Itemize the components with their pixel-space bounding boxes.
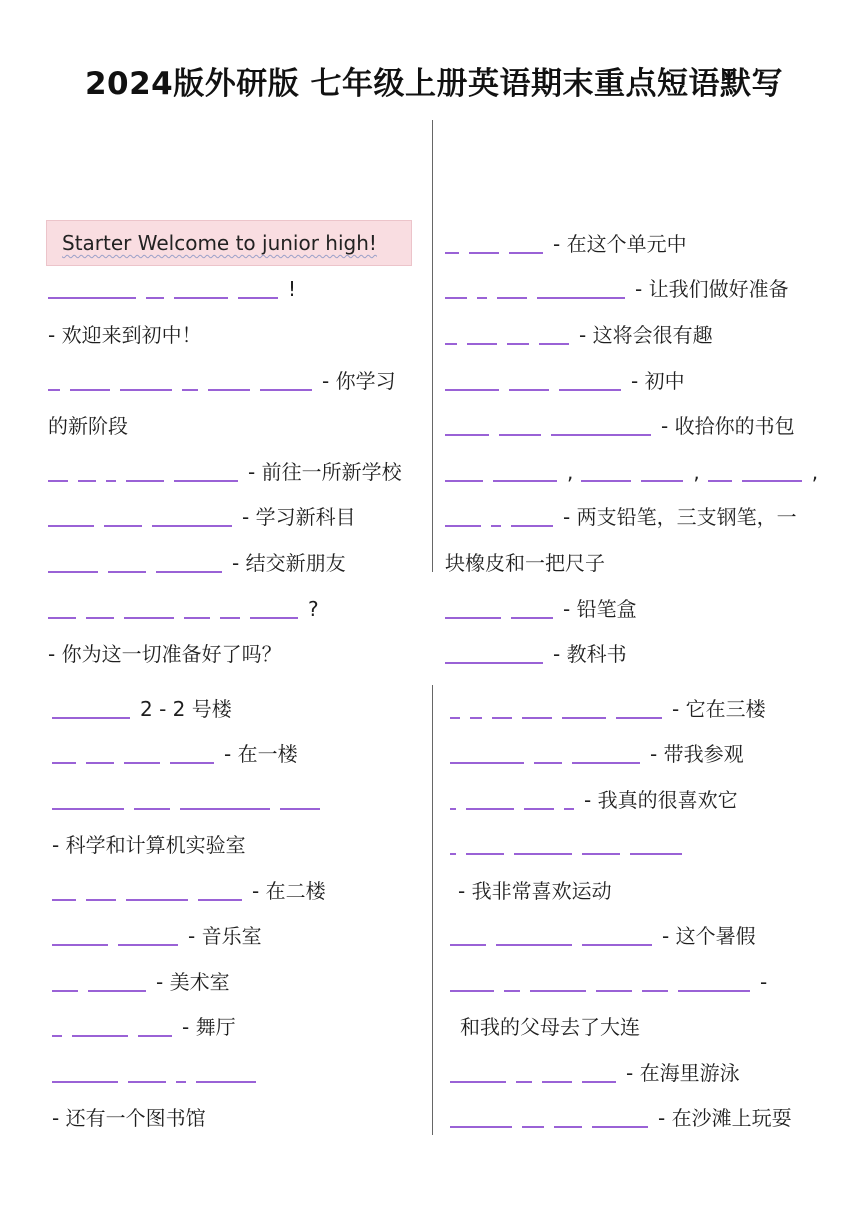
answer-blank[interactable] xyxy=(504,990,520,992)
answer-blank[interactable] xyxy=(564,808,574,810)
answer-blank[interactable] xyxy=(52,762,76,764)
answer-blank[interactable] xyxy=(176,1081,186,1083)
answer-blank[interactable] xyxy=(530,990,586,992)
answer-blank[interactable] xyxy=(582,1081,616,1083)
phrase-item xyxy=(458,874,612,904)
answer-blank[interactable] xyxy=(174,480,238,482)
answer-blank[interactable] xyxy=(450,944,486,946)
answer-blank[interactable] xyxy=(48,617,76,619)
answer-blank[interactable] xyxy=(450,853,456,855)
column-divider-bottom xyxy=(432,685,433,1135)
phrase-meaning: - 科学和计算机实验室 xyxy=(52,833,246,857)
answer-blank[interactable] xyxy=(198,899,242,901)
phrase-meaning: - 在这个单元中 xyxy=(553,232,687,256)
answer-blank[interactable] xyxy=(641,480,683,482)
answer-blank[interactable] xyxy=(450,1081,506,1083)
phrase-meaning: - 学习新科目 xyxy=(242,505,356,529)
answer-blank[interactable] xyxy=(466,808,514,810)
answer-blank[interactable] xyxy=(678,990,750,992)
answer-blank[interactable] xyxy=(48,389,60,391)
answer-blank[interactable] xyxy=(469,252,499,254)
phrase-item xyxy=(450,965,767,995)
answer-blank[interactable] xyxy=(562,717,606,719)
phrase-item xyxy=(48,455,402,485)
phrase-meaning: 2 - 2 号楼 xyxy=(140,697,232,721)
answer-blank[interactable] xyxy=(559,389,621,391)
phrase-meaning: - 结交新朋友 xyxy=(232,551,346,575)
phrase-meaning: - 音乐室 xyxy=(188,924,262,948)
answer-blank[interactable] xyxy=(511,525,553,527)
answer-blank[interactable] xyxy=(52,899,76,901)
answer-blank[interactable] xyxy=(445,343,457,345)
answer-blank[interactable] xyxy=(554,1126,582,1128)
answer-blank[interactable] xyxy=(507,343,529,345)
phrase-item xyxy=(445,409,795,439)
phrase-item xyxy=(445,546,605,576)
answer-blank[interactable] xyxy=(104,525,142,527)
phrase-text: ! xyxy=(288,277,297,301)
section-heading: Starter Welcome to junior high! xyxy=(62,231,377,255)
phrase-meaning: - 让我们做好准备 xyxy=(635,277,789,301)
phrase-meaning: - 还有一个图书馆 xyxy=(52,1106,206,1130)
answer-blank[interactable] xyxy=(238,297,278,299)
answer-blank[interactable] xyxy=(120,389,172,391)
phrase-meaning: - 初中 xyxy=(631,369,685,393)
answer-blank[interactable] xyxy=(170,762,214,764)
phrase-item xyxy=(445,455,818,485)
answer-blank[interactable] xyxy=(52,990,78,992)
answer-blank[interactable] xyxy=(182,389,198,391)
answer-blank[interactable] xyxy=(260,389,312,391)
answer-blank[interactable] xyxy=(152,525,232,527)
answer-blank[interactable] xyxy=(52,717,130,719)
answer-blank[interactable] xyxy=(72,1035,128,1037)
answer-blank[interactable] xyxy=(70,389,110,391)
answer-blank[interactable] xyxy=(509,252,543,254)
answer-blank[interactable] xyxy=(52,1035,62,1037)
answer-blank[interactable] xyxy=(450,808,456,810)
answer-blank[interactable] xyxy=(48,480,68,482)
answer-blank[interactable] xyxy=(477,297,487,299)
answer-blank[interactable] xyxy=(516,1081,532,1083)
answer-blank[interactable] xyxy=(582,853,620,855)
phrase-item xyxy=(48,409,128,439)
answer-blank[interactable] xyxy=(491,525,501,527)
answer-blank[interactable] xyxy=(445,662,543,664)
phrase-item xyxy=(445,318,713,348)
phrase-item xyxy=(445,272,789,302)
column-divider-top xyxy=(432,120,433,572)
answer-blank[interactable] xyxy=(497,297,527,299)
phrase-item xyxy=(52,1010,236,1040)
answer-blank[interactable] xyxy=(534,762,562,764)
phrase-text: , xyxy=(811,460,819,484)
answer-blank[interactable] xyxy=(450,1126,512,1128)
answer-blank[interactable] xyxy=(522,1126,544,1128)
phrase-item xyxy=(445,500,797,530)
answer-blank[interactable] xyxy=(511,617,553,619)
answer-blank[interactable] xyxy=(52,808,124,810)
phrase-item xyxy=(48,546,346,576)
phrase-meaning: - 我真的很喜欢它 xyxy=(584,788,738,812)
phrase-meaning: - 在二楼 xyxy=(252,879,326,903)
phrase-meaning: - 收拾你的书包 xyxy=(661,414,795,438)
answer-blank[interactable] xyxy=(470,717,482,719)
phrase-item xyxy=(48,272,296,302)
phrase-meaning: - 带我参观 xyxy=(650,742,744,766)
phrase-item xyxy=(48,592,319,622)
answer-blank[interactable] xyxy=(180,808,270,810)
answer-blank[interactable] xyxy=(280,808,320,810)
answer-blank[interactable] xyxy=(542,1081,572,1083)
phrase-meaning: - 它在三楼 xyxy=(672,697,766,721)
answer-blank[interactable] xyxy=(108,571,146,573)
answer-blank[interactable] xyxy=(445,434,489,436)
phrase-item xyxy=(52,965,230,995)
answer-blank[interactable] xyxy=(493,480,557,482)
phrase-item xyxy=(48,637,282,667)
answer-blank[interactable] xyxy=(52,1081,118,1083)
phrase-meaning: - 前往一所新学校 xyxy=(248,460,402,484)
answer-blank[interactable] xyxy=(86,762,114,764)
answer-blank[interactable] xyxy=(499,434,541,436)
answer-blank[interactable] xyxy=(124,762,160,764)
answer-blank[interactable] xyxy=(208,389,250,391)
answer-blank[interactable] xyxy=(48,525,94,527)
answer-blank[interactable] xyxy=(537,297,625,299)
answer-blank[interactable] xyxy=(184,617,210,619)
phrase-item xyxy=(48,318,202,348)
answer-blank[interactable] xyxy=(86,617,114,619)
phrase-meaning: - 在一楼 xyxy=(224,742,298,766)
answer-blank[interactable] xyxy=(196,1081,256,1083)
phrase-meaning: - xyxy=(760,970,768,994)
phrase-meaning: - 你学习 xyxy=(322,369,396,393)
phrase-item xyxy=(460,1010,640,1040)
phrase-item xyxy=(52,1056,260,1086)
answer-blank[interactable] xyxy=(138,1035,172,1037)
answer-blank[interactable] xyxy=(445,297,467,299)
phrase-meaning: 和我的父母去了大连 xyxy=(460,1015,640,1039)
answer-blank[interactable] xyxy=(466,853,504,855)
phrase-meaning: - 教科书 xyxy=(553,642,627,666)
phrase-meaning: - 这将会很有趣 xyxy=(579,323,713,347)
answer-blank[interactable] xyxy=(128,1081,166,1083)
phrase-item xyxy=(450,692,766,722)
phrase-meaning: - 我非常喜欢运动 xyxy=(458,879,612,903)
phrase-item xyxy=(450,783,738,813)
answer-blank[interactable] xyxy=(551,434,651,436)
phrase-meaning: - 这个暑假 xyxy=(662,924,756,948)
answer-blank[interactable] xyxy=(78,480,96,482)
phrase-item xyxy=(450,919,756,949)
answer-blank[interactable] xyxy=(124,617,174,619)
answer-blank[interactable] xyxy=(514,853,572,855)
answer-blank[interactable] xyxy=(572,762,640,764)
answer-blank[interactable] xyxy=(445,252,459,254)
answer-blank[interactable] xyxy=(492,717,512,719)
answer-blank[interactable] xyxy=(742,480,802,482)
phrase-item xyxy=(48,364,396,394)
answer-blank[interactable] xyxy=(126,480,164,482)
answer-blank[interactable] xyxy=(250,617,298,619)
answer-blank[interactable] xyxy=(642,990,668,992)
answer-blank[interactable] xyxy=(581,480,631,482)
answer-blank[interactable] xyxy=(146,297,164,299)
section-heading-banner xyxy=(46,220,412,266)
phrase-meaning: - 铅笔盒 xyxy=(563,597,637,621)
phrase-meaning: - 在海里游泳 xyxy=(626,1061,740,1085)
phrase-item xyxy=(52,737,298,767)
answer-blank[interactable] xyxy=(174,297,228,299)
answer-blank[interactable] xyxy=(616,717,662,719)
phrase-item xyxy=(450,828,686,858)
answer-blank[interactable] xyxy=(134,808,170,810)
answer-blank[interactable] xyxy=(445,525,481,527)
phrase-item xyxy=(450,1056,740,1086)
answer-blank[interactable] xyxy=(88,990,146,992)
answer-blank[interactable] xyxy=(592,1126,648,1128)
answer-blank[interactable] xyxy=(596,990,632,992)
phrase-item xyxy=(52,919,262,949)
phrase-meaning: - 舞厅 xyxy=(182,1015,236,1039)
answer-blank[interactable] xyxy=(582,944,652,946)
page-title: 2024版外研版 七年级上册英语期末重点短语默写 xyxy=(84,66,784,102)
phrase-item xyxy=(52,874,326,904)
phrase-meaning: - 你为这一切准备好了吗？ xyxy=(48,642,282,666)
phrase-item xyxy=(52,692,232,722)
answer-blank[interactable] xyxy=(445,389,499,391)
phrase-meaning: - 美术室 xyxy=(156,970,230,994)
answer-blank[interactable] xyxy=(220,617,240,619)
phrase-text: ? xyxy=(308,597,319,621)
answer-blank[interactable] xyxy=(52,944,108,946)
phrase-item xyxy=(445,227,687,257)
answer-blank[interactable] xyxy=(86,899,116,901)
phrase-item xyxy=(52,828,246,858)
answer-blank[interactable] xyxy=(524,808,554,810)
answer-blank[interactable] xyxy=(445,480,483,482)
answer-blank[interactable] xyxy=(630,853,682,855)
phrase-item xyxy=(450,737,744,767)
answer-blank[interactable] xyxy=(708,480,732,482)
phrase-meaning: - 在沙滩上玩耍 xyxy=(658,1106,792,1130)
answer-blank[interactable] xyxy=(48,571,98,573)
phrase-text: , xyxy=(567,460,574,484)
phrase-item xyxy=(48,500,356,530)
phrase-item xyxy=(52,783,324,813)
phrase-meaning: - 欢迎来到初中！ xyxy=(48,323,202,347)
answer-blank[interactable] xyxy=(126,899,188,901)
answer-blank[interactable] xyxy=(450,990,494,992)
answer-blank[interactable] xyxy=(467,343,497,345)
answer-blank[interactable] xyxy=(450,717,460,719)
answer-blank[interactable] xyxy=(118,944,178,946)
phrase-item xyxy=(445,637,627,667)
phrase-meaning: 块橡皮和一把尺子 xyxy=(445,551,605,575)
phrase-item xyxy=(450,1101,792,1131)
phrase-meaning: 的新阶段 xyxy=(48,414,128,438)
phrase-item xyxy=(52,1101,206,1131)
phrase-text: , xyxy=(693,460,700,484)
answer-blank[interactable] xyxy=(156,571,222,573)
answer-blank[interactable] xyxy=(48,297,136,299)
answer-blank[interactable] xyxy=(450,762,524,764)
phrase-meaning: - 两支铅笔，三支钢笔，一 xyxy=(563,505,797,529)
phrase-item xyxy=(445,364,685,394)
answer-blank[interactable] xyxy=(539,343,569,345)
answer-blank[interactable] xyxy=(509,389,549,391)
answer-blank[interactable] xyxy=(496,944,572,946)
phrase-item xyxy=(445,592,637,622)
answer-blank[interactable] xyxy=(522,717,552,719)
answer-blank[interactable] xyxy=(445,617,501,619)
answer-blank[interactable] xyxy=(106,480,116,482)
